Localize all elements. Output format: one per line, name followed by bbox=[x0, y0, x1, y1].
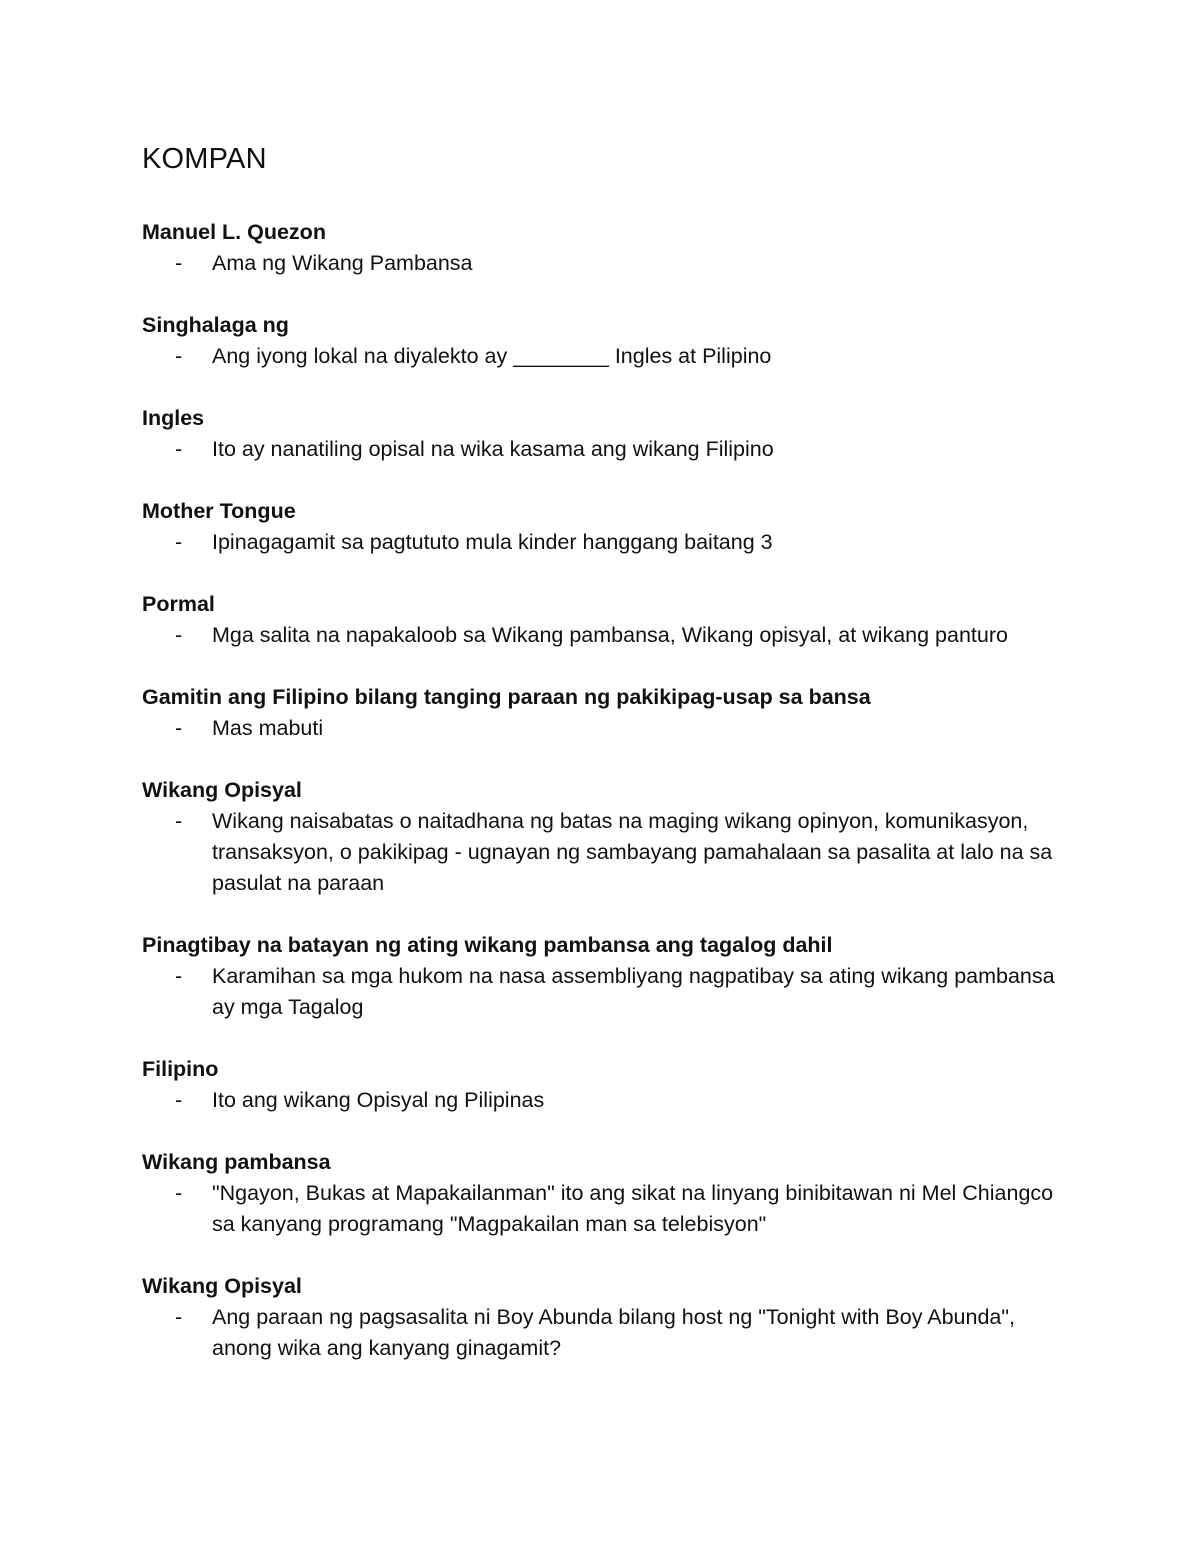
dash-marker: - bbox=[175, 344, 183, 368]
bullet-item bbox=[142, 806, 1062, 899]
dash-marker: - bbox=[175, 623, 183, 647]
dash-marker: - bbox=[175, 1305, 183, 1329]
note-section bbox=[142, 930, 1062, 1023]
bullet-text: Ama ng Wikang Pambansa bbox=[212, 251, 473, 275]
note-section bbox=[142, 496, 1062, 558]
bullet-text: Ang paraan ng pagsasalita ni Boy Abunda bilang host ng "Tonight with Boy Abunda", anong wika ang kanyang ginagamit? bbox=[212, 1305, 1015, 1360]
bullet-text: Ito ay nanatiling opisal na wika kasama ang wikang Filipino bbox=[212, 437, 774, 461]
note-section bbox=[142, 682, 1062, 744]
note-section bbox=[142, 403, 1062, 465]
term-heading: Wikang Opisyal bbox=[142, 778, 302, 802]
bullet-text: Ang iyong lokal na diyalekto ay ________ Ingles at Pilipino bbox=[212, 344, 772, 368]
note-section bbox=[142, 1147, 1062, 1240]
bullet-item bbox=[142, 1302, 1062, 1364]
dash-marker: - bbox=[175, 530, 183, 554]
document-title: KOMPAN bbox=[142, 143, 267, 175]
term-heading: Gamitin ang Filipino bilang tanging paraan ng pakikipag-usap sa bansa bbox=[142, 685, 871, 709]
term-heading: Manuel L. Quezon bbox=[142, 220, 326, 244]
bullet-item bbox=[142, 1085, 1062, 1116]
bullet-text: Wikang naisabatas o naitadhana ng batas na maging wikang opinyon, komunikasyon, transaksyon, o pakikipag - ugnayan ng sambayang pamahalaan sa pasalita at lalo na sa pasulat na paraan bbox=[212, 809, 1053, 895]
bullet-item bbox=[142, 1178, 1062, 1240]
term-heading: Ingles bbox=[142, 406, 205, 430]
term-heading: Wikang pambansa bbox=[142, 1150, 331, 1174]
note-section bbox=[142, 1054, 1062, 1116]
dash-marker: - bbox=[175, 1181, 183, 1205]
note-section bbox=[142, 775, 1062, 899]
document-page bbox=[142, 138, 1062, 1395]
note-section bbox=[142, 310, 1062, 372]
dash-marker: - bbox=[175, 251, 183, 275]
bullet-item bbox=[142, 527, 1062, 558]
bullet-item bbox=[142, 713, 1062, 744]
bullet-item bbox=[142, 620, 1062, 651]
dash-marker: - bbox=[175, 1088, 183, 1112]
dash-marker: - bbox=[175, 437, 183, 461]
note-section bbox=[142, 589, 1062, 651]
bullet-item bbox=[142, 961, 1062, 1023]
bullet-text: Mga salita na napakaloob sa Wikang pambansa, Wikang opisyal, at wikang panturo bbox=[212, 623, 1008, 647]
bullet-item bbox=[142, 341, 1062, 372]
bullet-text: Karamihan sa mga hukom na nasa assembliyang nagpatibay sa ating wikang pambansa ay mga Tagalog bbox=[212, 964, 1055, 1019]
dash-marker: - bbox=[175, 716, 183, 740]
note-section bbox=[142, 217, 1062, 279]
term-heading: Pinagtibay na batayan ng ating wikang pambansa ang tagalog dahil bbox=[142, 933, 833, 957]
bullet-text: Mas mabuti bbox=[212, 716, 324, 740]
term-heading: Wikang Opisyal bbox=[142, 1274, 302, 1298]
dash-marker: - bbox=[175, 809, 183, 833]
dash-marker: - bbox=[175, 964, 183, 988]
term-heading: Filipino bbox=[142, 1057, 219, 1081]
bullet-item bbox=[142, 434, 1062, 465]
bullet-text: "Ngayon, Bukas at Mapakailanman" ito ang sikat na linyang binibitawan ni Mel Chiangco sa kanyang programang "Magpakailan man sa telebisyon" bbox=[212, 1181, 1054, 1236]
bullet-text: Ipinagagamit sa pagtututo mula kinder hanggang baitang 3 bbox=[212, 530, 773, 554]
term-heading: Singhalaga ng bbox=[142, 313, 289, 337]
term-heading: Mother Tongue bbox=[142, 499, 296, 523]
bullet-text: Ito ang wikang Opisyal ng Pilipinas bbox=[212, 1088, 545, 1112]
term-heading: Pormal bbox=[142, 592, 215, 616]
bullet-item bbox=[142, 248, 1062, 279]
note-section bbox=[142, 1271, 1062, 1364]
